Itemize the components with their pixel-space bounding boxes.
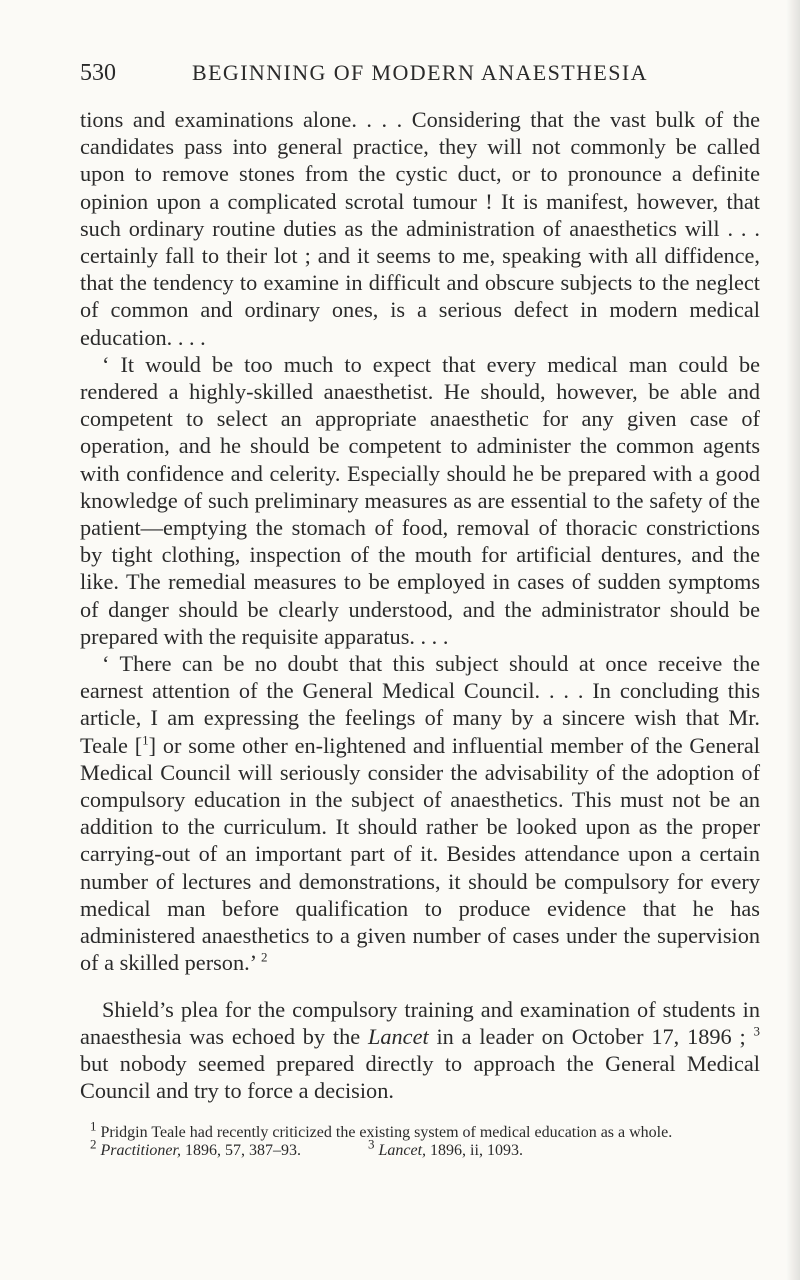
running-title: BEGINNING OF MODERN ANAESTHESIA <box>192 60 648 85</box>
footnote-1-text: Pridgin Teale had recently criticized the existing system of medical education as a whole. <box>96 1124 673 1142</box>
footnote-2-citation: 1896, 57, 387–93. <box>180 1142 301 1160</box>
footnote-2-mark: 2 <box>90 1136 97 1152</box>
footnote-3-mark: 3 <box>368 1136 375 1152</box>
footnote-2-journal: Practitioner, <box>100 1142 181 1160</box>
page-number: 530 <box>80 60 116 86</box>
paragraph-4-part-3: but nobody seemed prepared directly to approach the General Medical Council and try to force a decision. <box>80 1050 760 1104</box>
book-page <box>80 60 760 1160</box>
journal-title-lancet: Lancet <box>367 1023 429 1049</box>
footnote-1 <box>80 1118 760 1142</box>
page-edge-shadow <box>786 0 800 1280</box>
footnote-2 <box>90 1136 368 1160</box>
footnote-ref-3: 3 <box>753 1023 760 1039</box>
footnotes-row-2 <box>80 1136 760 1160</box>
paragraph-3-part-1: ‘ There can be no doubt that this subject should at once receive the earnest attention of the General Medical Council. . . . In concluding this article, I am expressing the feelings of many by a sincere wish that Mr. Teale [ <box>80 651 760 758</box>
paragraph-4 <box>80 996 760 1105</box>
footnotes <box>80 1118 760 1160</box>
footnote-ref-2: 2 <box>261 949 268 965</box>
paragraph-3 <box>80 650 760 976</box>
footnote-3-citation: 1896, ii, 1093. <box>426 1142 523 1160</box>
paragraph-1: tions and examinations alone. . . . Considering that the vast bulk of the candidates pass into general practice, they will not commonly be called upon to remove stones from the cystic duct, or to pronounce a definite opinion upon a complicated scrotal tumour ! It is manifest, however, that such ordinary routine duties as the administration of anaesthetics will . . . certainly fall to their lot ; and it seems to me, speaking with all diffidence, that the tendency to examine in difficult and obscure subjects to the neglect of common and ordinary ones, is a serious defect in modern medical education. . . . <box>80 107 760 350</box>
footnote-ref-1: 1 <box>142 732 149 748</box>
footnote-3-journal: Lancet, <box>378 1142 427 1160</box>
footnote-1-mark: 1 <box>90 1118 97 1134</box>
running-header <box>80 60 760 94</box>
paragraph-3-part-2: ] or some other en-lightened and influential member of the General Medical Council will seriously consider the advisability of the adoption of compulsory education in the subject of anaesthetics. This must not be an addition to the curriculum. It should rather be looked upon as the proper carrying-out of an important part of it. Besides attendance upon a certain number of lectures and demonstrations, it should be compulsory for every medical man before qualification to produce evidence that he has administered anaesthetics to a given number of cases under the supervision of a skilled person.’ <box>80 732 760 976</box>
body-text <box>80 106 760 1104</box>
paragraph-4-part-2: in a leader on October 17, 1896 ; <box>428 1023 754 1049</box>
paragraph-4-part-1: Shield’s plea for the compulsory training and examination of students in anaesthesia was echoed by the <box>80 996 760 1049</box>
paragraph-2: ‘ It would be too much to expect that every medical man could be rendered a highly-skilled anaesthetist. He should, however, be able and competent to select an appropriate anaesthetic for any given case of operation, and he should be competent to administer the common agents with confidence and celerity. Especially should he be prepared with a good knowledge of such preliminary measures as are essential to the safety of the patient—emptying the stomach of food, removal of thoracic constrictions by tight clothing, inspection of the mouth for artificial dentures, and the like. The remedial measures to be employed in cases of sudden symptoms of danger should be clearly understood, and the administrator should be prepared with the requisite apparatus. . . . <box>80 351 760 649</box>
footnote-3 <box>368 1136 523 1160</box>
